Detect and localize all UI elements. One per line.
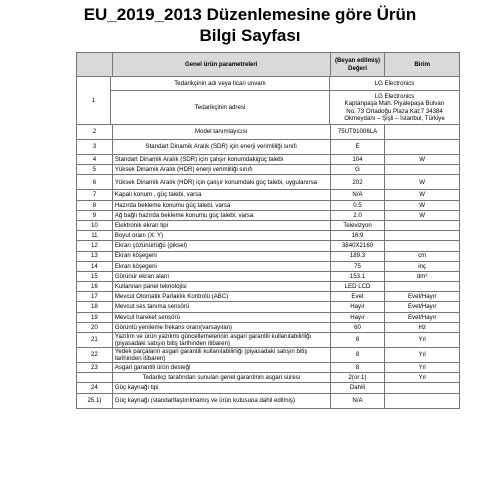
row-num: 6 [77,175,113,189]
row-param: Ekran çözünürlüğü (piksel) [113,241,331,250]
row-num: 1 [77,77,111,124]
row-unit: Evet/Hayır [407,293,437,301]
row-param: Yüksek Dinamik Aralık (HDR) enerji verimliliği sınıfı [113,165,331,174]
table-row [76,190,460,200]
address-label: Tedarikçinin adresi [111,91,330,124]
row-value: N/A [331,190,386,199]
table-row [76,140,460,155]
table-row [76,272,460,282]
row-value: 8 [331,348,386,362]
row-unit [385,241,459,250]
address-line: No. 73 Ortadoğu Plaza Kat:7 34384 [346,107,443,115]
row-unit [385,125,459,139]
row-unit [385,394,459,408]
table-row [76,231,460,241]
row-param: Boyut oranı (X: Y) [113,231,331,240]
row-param: Hazırda bekleme konumu güç talebi, varsa [113,201,331,210]
row-value: 75UT91006LA [331,125,386,139]
table-row [76,313,460,323]
table-row [76,363,460,373]
title-line-2: Bilgi Sayfası [199,26,301,45]
row-param: Görünür ekran alanı [113,272,331,281]
title-line-1: EU_2019_2013 Düzenlemesine göre Ürün [83,5,417,24]
row-num [77,373,113,382]
row-num: 19 [77,313,113,322]
row-value: Dahili [331,383,386,392]
table-row [76,394,460,409]
table-header [76,52,460,77]
row-value: Hayır [331,302,386,311]
header-value [331,53,386,76]
table-row [76,201,460,211]
row-param: Yedek parçaların asgari garantili kullanılabilirliği (piyasadaki satışın bitiş tarihinden itibaren) [113,348,331,362]
row-value: 2(or 1) [331,373,386,382]
table-row [76,292,460,302]
row-value: 8 [331,363,386,372]
row-unit: Hz [418,323,426,331]
table-row [111,77,459,90]
row-value: 189.3 [331,252,386,261]
row-param: Model tanımlayıcısı [113,125,331,139]
row-value: E [331,140,386,154]
supplier-value: LG Electronics [374,79,415,87]
row-param: Mevcut Otomatik Parlaklık Kontrolü (ABC) [113,292,331,301]
row-num: 25.1) [77,394,113,408]
supplier-label: Tedarikçinin adı veya ticari unvanı [111,77,330,90]
table-row [76,155,460,165]
row-param: Yazılım ve ürün yazılımı güncellemelerinin asgari garantili kullanılabilirliği (piyasadaki satışın bitiş tarihinden itibaren) [113,333,331,347]
page-title [0,4,500,46]
row-num: 12 [77,241,113,250]
row-unit [385,282,459,291]
row-num: 18 [77,302,113,311]
row-value: 60 [331,323,386,332]
row-num: 10 [77,221,113,230]
row-num: 7 [77,190,113,199]
row-unit: Yıl [418,363,426,371]
row-num: 16 [77,282,113,291]
address-line: Kaptanpaşa Mah. Piyalepaşa Bulvarı [344,100,445,108]
header-unit: Birim [414,60,430,68]
row-unit: Yıl [418,374,426,382]
row-param: Görüntü yenileme frekans oranı(varsayılan) [113,323,331,332]
table-row [76,333,460,348]
row-unit [385,383,459,392]
row-num: 5 [77,165,113,174]
row-unit [385,140,459,154]
table-row [76,125,460,140]
row-num: 9 [77,211,113,220]
row-param: Elektronik ekran tipi [113,221,331,230]
row-param: Standart Dinamik Aralık (SDR) için çalışır konumdakigüç talebi [113,155,331,164]
table-row [76,262,460,272]
row-num: 22 [77,348,113,362]
table-row [76,175,460,190]
address-line: LG Electronics [374,93,415,101]
row-param: Tedarikçi tarafından sunulan genel garantinin asgari süresi [113,373,331,382]
table-row [76,221,460,231]
row-param: Güç kaynağı tipi [113,383,331,392]
row-unit: dm² [416,272,428,280]
product-info-table [76,52,460,409]
table-row [76,241,460,251]
row-value: N/A [331,394,386,408]
row-value: Hayır [331,313,386,322]
table-row [76,211,460,221]
table-row [76,302,460,312]
row-num: 13 [77,252,113,261]
row-value: 75 [331,262,386,271]
table-row [76,348,460,363]
table-row [76,282,460,292]
address-value [330,91,459,124]
row-unit: Yıl [418,336,426,344]
row-unit: W [419,201,426,209]
row-param: Mevcut ses tanıma sensörü [113,302,331,311]
row-unit: W [419,155,426,163]
row-num: 11 [77,231,113,240]
row-unit: inç [418,262,427,270]
address-line: Okmeydanı – Şişli – İstanbul, Türkiye [344,114,445,122]
row-param: Kapalı konum , güç talebi, varsa [113,190,331,199]
row-param: Mevcut hareket sensörü [113,313,331,322]
row-unit: W [419,211,426,219]
row-param: Kullanılan panel teknolojisi [113,282,331,291]
header-value-line2: Değeri [348,64,368,72]
table-row [76,165,460,175]
row-unit [385,221,459,230]
row-value: 16:9 [331,231,386,240]
table-row [76,252,460,262]
row-unit [385,165,459,174]
row-param: Standart Dinamik Aralık (SDR) için enerji verimliliği sınıfı [113,140,331,154]
row-num: 14 [77,262,113,271]
row-num: 20 [77,323,113,332]
row-unit: W [419,178,426,186]
row-num: 4 [77,155,113,164]
row-value: Televizyon [331,221,386,230]
table-row [76,373,460,383]
row-num: 8 [77,201,113,210]
header-value-line1: (Beyan edilmiş) [335,57,381,65]
row-value: G [331,165,386,174]
row-param: Güç kaynağı (standartlaştırılmamış ve ürün kutusuna dahil edilmiş) [113,394,331,408]
row-value: Evet [331,292,386,301]
row-unit: Evet/Hayır [407,313,437,321]
row-num: 2 [77,125,113,139]
table-rows [76,125,460,409]
row-param: Ekran köşegeni [113,262,331,271]
row-value: 0.5 [331,201,386,210]
row-param: Yüksek Dinamik Aralık (HDR) için çalışır konumdaki güç talebi, uygulanırsa [113,175,331,189]
header-param: Genel ürün parametreleri [113,53,331,76]
table-row [76,323,460,333]
row-unit: cm [418,252,427,260]
row-unit: Yıl [418,351,426,359]
row-param: Ağ bağlı hazırda bekleme konumu güç talebi, varsa [113,211,331,220]
header-num [77,53,113,76]
table-row [111,90,459,124]
row-value: 8 [331,333,386,347]
row-value: 3840X2160 [331,241,386,250]
row-num: 24 [77,383,113,392]
row-value: LED LCD [331,282,386,291]
row-num: 3 [77,140,113,154]
row-num: 17 [77,292,113,301]
row-value: 2.0 [331,211,386,220]
row-param: Ekran köşegeni [113,252,331,261]
row-unit: W [419,191,426,199]
row-param: Asgari garantili ürün desteği [113,363,331,372]
row-value: 153.1 [331,272,386,281]
row-unit: Evet/Hayır [407,303,437,311]
row-num: 21 [77,333,113,347]
row-value: 202 [331,175,386,189]
row-num: 15 [77,272,113,281]
row-value: 104 [331,155,386,164]
supplier-group [76,77,460,125]
row-num: 23 [77,363,113,372]
row-unit [385,231,459,240]
table-row [76,383,460,393]
